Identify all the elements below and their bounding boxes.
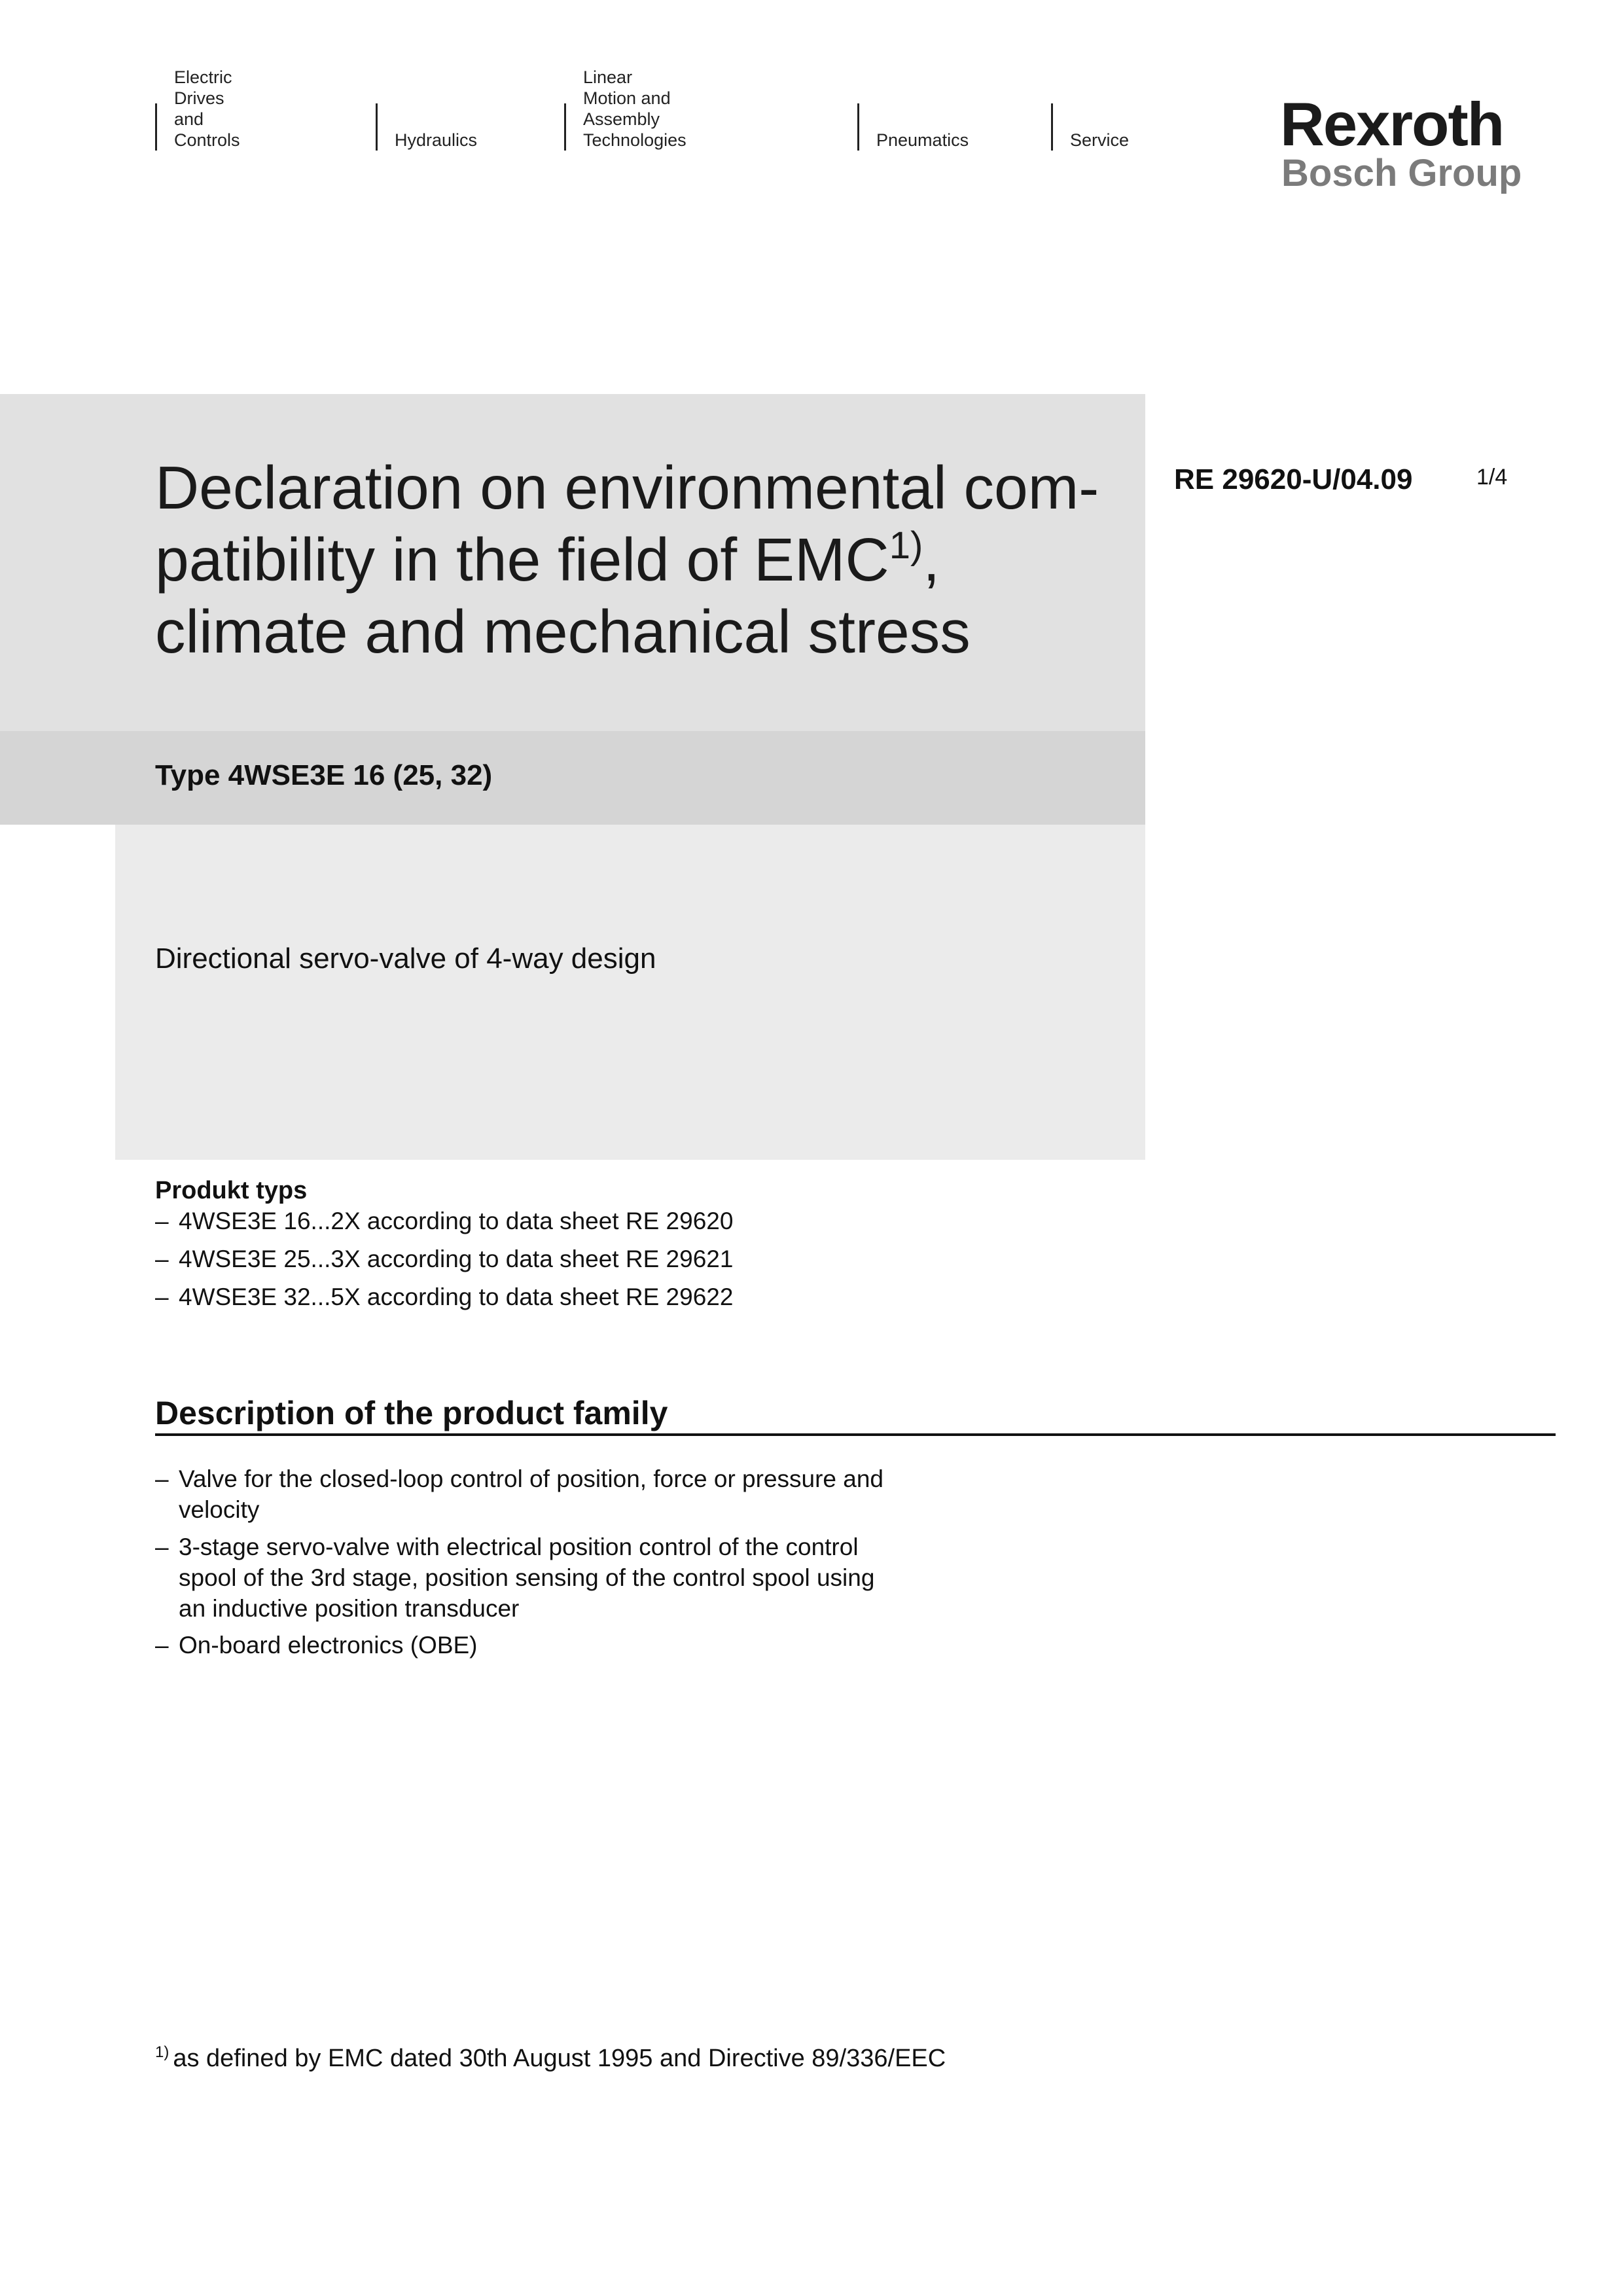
nav-pneumatics[interactable] (857, 103, 969, 151)
section-divider (155, 1433, 1556, 1436)
nav-label: Service (1070, 130, 1130, 150)
document-subtitle: Directional servo-valve of 4-way design (155, 942, 656, 975)
nav-hydraulics[interactable] (376, 103, 478, 151)
nav-label: Pneumatics (876, 130, 969, 150)
nav-label: Electric Drives and Controls (174, 67, 240, 150)
document-title: Declaration on environmental com-patibility in the field of EMC$^{1)}$, climate and mechanical stress (155, 454, 1099, 666)
title-footnote-mark: 1) (889, 524, 923, 567)
footnote: $^{1)}$ as defined by EMC dated 30th August 1995 and Directive 89/336/EEC (155, 2043, 946, 2072)
list-item: – Valve for the closed-loop control of position, force or pressure and velocity (155, 1465, 884, 1523)
list-item: – 3-stage servo-valve with electrical position control of the control spool of the 3rd stage, position sensing of the control spool using an inductive position transducer (155, 1534, 875, 1622)
list-item: – On-board electronics (OBE) (155, 1632, 478, 1659)
document-number: RE 29620-U/04.09 (1174, 463, 1413, 495)
section-heading: Description of the product family (155, 1395, 668, 1431)
rexroth-logo: Rexroth (1280, 90, 1504, 158)
nav-linear-motion[interactable] (564, 67, 687, 151)
nav-service[interactable] (1051, 103, 1130, 151)
list-item: – 4WSE3E 16...2X according to data sheet RE 29620 (155, 1208, 734, 1234)
bosch-group-logo: Bosch Group (1281, 152, 1522, 194)
list-item: – 4WSE3E 32...5X according to data sheet RE 29622 (155, 1283, 734, 1310)
footnote-mark: 1) (155, 2043, 169, 2061)
nav-label: Linear Motion and Assembly Technologies (583, 67, 687, 150)
list-item: – 4WSE3E 25...3X according to data sheet RE 29621 (155, 1246, 734, 1272)
nav-label: Hydraulics (395, 130, 478, 150)
nav-electric-drives[interactable] (155, 67, 240, 151)
subtitle-panel (115, 825, 1145, 1160)
page-number: 1/4 (1476, 465, 1508, 490)
product-types-label: Produkt typs (155, 1177, 308, 1204)
type-label: Type 4WSE3E 16 (25, 32) (155, 759, 493, 791)
